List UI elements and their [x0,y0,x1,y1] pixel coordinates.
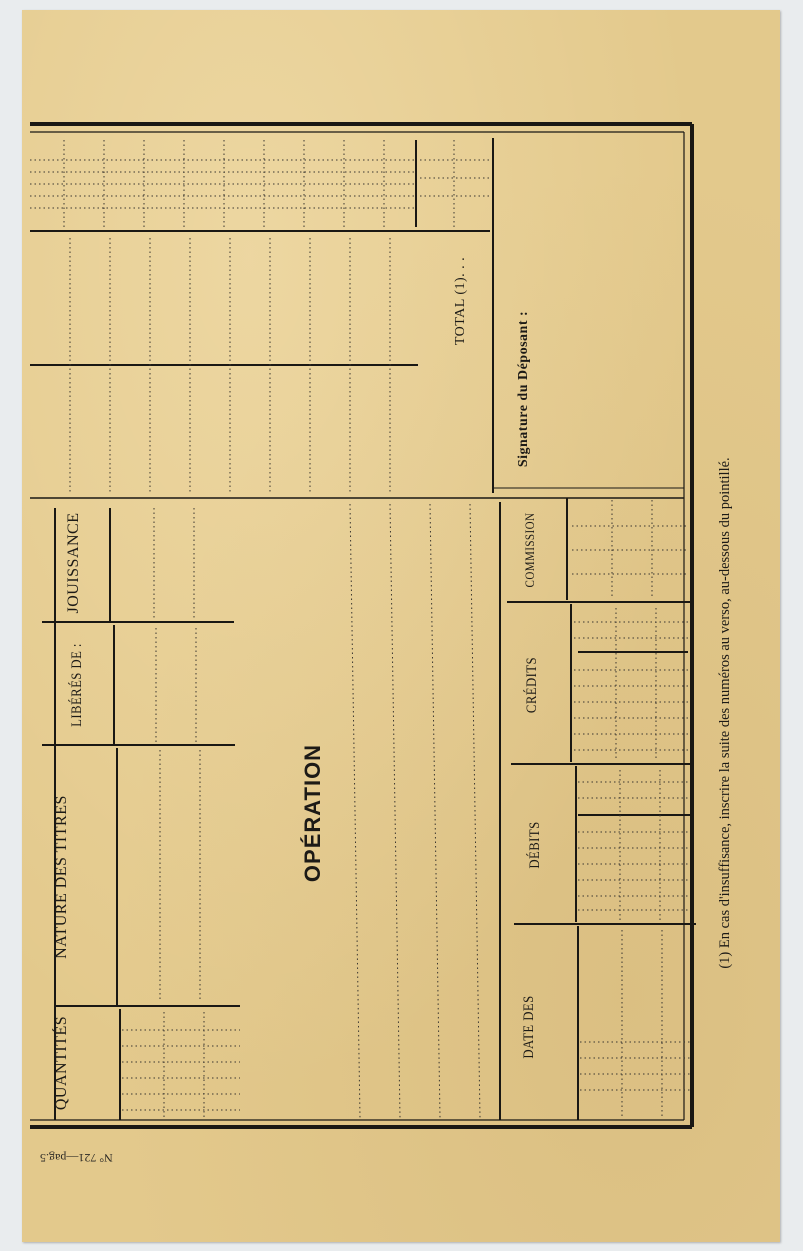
header-date-des: DATE DES [521,995,537,1059]
header-jouissance: JOUISSANCE [65,512,82,614]
operation-title: OPÉRATION [300,743,325,883]
paper-sheet [22,10,780,1242]
form-grid [22,10,780,1242]
header-commission: COMMISSION [522,512,537,588]
signature-label: Signature du Déposant : [516,310,531,468]
footnote: (1) En cas d'insuffisance, inscrire la suite des numéros au verso, au-dessous du pointillé. [717,457,733,969]
total-label: TOTAL (1). . . [453,256,468,346]
form-code: N° 721—pag.5 [40,1151,113,1165]
header-credits: CRÉDITS [524,656,540,714]
header-nature-titres: NATURE DES TITRES [53,795,70,959]
header-liberes: LIBÉRÉS DE : [69,643,85,727]
header-quantites: QUANTITÉS [53,1015,70,1111]
header-debits: DÉBITS [527,821,543,869]
